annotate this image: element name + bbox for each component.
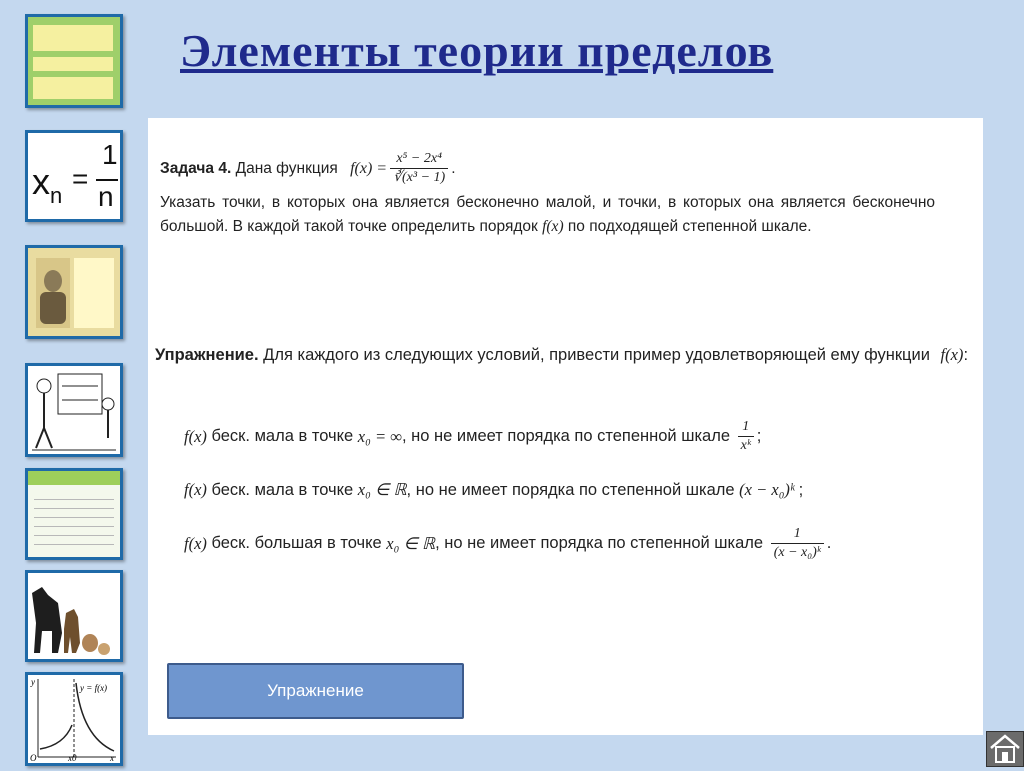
cond-3-text2: , но не имеет порядка по степенной шкале <box>435 534 768 552</box>
condition-3 <box>184 525 831 562</box>
formula-x: x <box>32 161 50 202</box>
thumb-formula-content <box>32 139 118 215</box>
task-intro: Дана функция <box>231 159 343 177</box>
cond-1-point: x₀ = ∞ <box>357 426 402 446</box>
thumb-cartoon[interactable] <box>25 363 123 457</box>
cond-1-text: беск. мала в точке <box>206 427 358 445</box>
cond-1-scale-den: xᵏ <box>740 438 751 453</box>
condition-2 <box>184 480 803 500</box>
cond-1-scale-num: 1 <box>738 418 754 437</box>
exercise-label: Упражнение. <box>155 346 259 364</box>
graph-drawing <box>28 675 120 763</box>
exercise-text-a: Для каждого из следующих условий, привести пример удовлетворяющей ему функции <box>258 346 935 364</box>
thumb-formula[interactable] <box>25 130 123 222</box>
task-tail: . <box>451 159 456 177</box>
cond-1-text2: , но не имеет порядка по степенной шкале <box>402 427 735 445</box>
thumb-slide-1-preview-bar <box>33 57 113 71</box>
formula-eq: = <box>72 163 89 194</box>
task-numerator: x⁵ − 2x⁴ <box>390 150 448 169</box>
page-title: Элементы теории пределов <box>180 25 774 76</box>
exercise-text-b: : <box>963 346 969 364</box>
task-text-b: по подходящей степенной шкале. <box>563 218 812 235</box>
thumb-slide-1[interactable] <box>25 14 123 108</box>
task-denominator: ∛(x³ − 1) <box>393 170 446 185</box>
thumb-slide-1-preview <box>33 25 113 51</box>
thumb-slide-5-lines <box>34 491 114 551</box>
condition-1 <box>184 418 761 455</box>
cond-2-point: x₀ ∈ ℝ <box>357 480 407 499</box>
task-fraction <box>390 150 448 187</box>
cond-3-text: беск. большая в точке <box>206 534 387 552</box>
graph-x-label: x <box>110 753 114 763</box>
cond-3-scale-num: 1 <box>771 525 824 544</box>
cond-3-end: . <box>826 534 832 552</box>
task-label: Задача 4. <box>160 159 232 177</box>
thumb-dogs[interactable] <box>25 570 123 662</box>
graph-y-label: y <box>31 677 35 687</box>
portrait-image <box>36 258 70 328</box>
thumb-slide-1-preview-bar <box>33 77 113 99</box>
cond-2-end: ; <box>798 480 804 499</box>
task-block <box>160 150 935 239</box>
graph-x0-label: x0 <box>68 753 77 763</box>
thumb-graph[interactable] <box>25 672 123 766</box>
cond-3-scale-den: (x − x₀)ᵏ <box>773 545 821 560</box>
task-line-1 <box>160 150 935 187</box>
task-fx: f(x) <box>542 218 564 235</box>
task-f: f(x) = <box>350 159 388 177</box>
graph-o-label: O <box>30 753 37 763</box>
formula-sub: n <box>50 183 63 208</box>
cartoon-drawing <box>28 366 120 454</box>
cond-1-end: ; <box>756 427 762 445</box>
dogs-image <box>28 573 120 659</box>
cond-3-point: x₀ ∈ ℝ <box>386 533 436 553</box>
cond-2-text: беск. мала в точке <box>206 480 358 499</box>
exercise-block <box>155 342 975 368</box>
cond-1-fx: f(x) <box>184 426 207 446</box>
task-line-2 <box>160 191 935 239</box>
portrait-text-block <box>74 258 114 328</box>
cond-3-fx: f(x) <box>184 533 207 553</box>
home-icon <box>987 732 1023 766</box>
cond-1-scale <box>738 418 754 455</box>
task-text-a: Указать точки, в которых она является бесконечно малой, и точки, в которых она является бесконечно большой. В каждой такой точке определить порядок <box>160 194 935 235</box>
exercise-fx: f(x) <box>940 345 964 364</box>
cond-2-fx: f(x) <box>184 480 207 499</box>
home-button[interactable] <box>986 731 1024 767</box>
graph-fx-label: y = f(x) <box>80 683 108 693</box>
cond-2-text2: , но не имеет порядка по степенной шкале <box>406 480 740 499</box>
exercise-button[interactable]: Упражнение <box>167 663 464 719</box>
formula-den: n <box>98 181 114 212</box>
thumb-slide-5-header <box>28 471 120 485</box>
thumb-portrait[interactable] <box>25 245 123 339</box>
formula-num: 1 <box>102 139 118 170</box>
thumb-slide-5[interactable] <box>25 468 123 560</box>
cond-3-scale <box>771 525 824 562</box>
cond-2-scale: (x − x₀)ᵏ <box>739 480 795 499</box>
